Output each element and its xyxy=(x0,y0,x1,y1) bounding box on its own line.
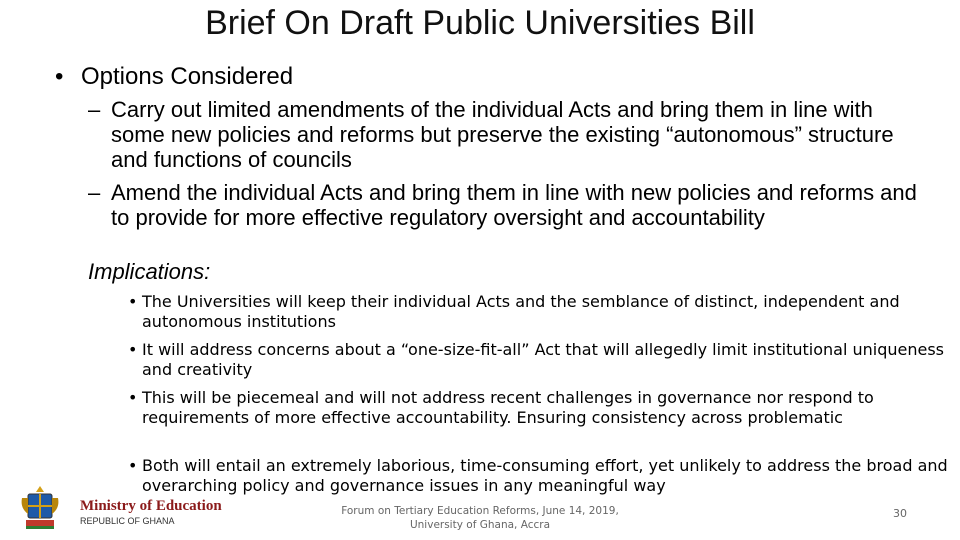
bullet-marker: • xyxy=(128,456,138,475)
implication-text: The Universities will keep their individual Acts and the semblance of distinct, independent and autonomous institutions xyxy=(142,292,900,331)
option-item xyxy=(88,180,928,230)
bullet-marker: • xyxy=(128,292,138,311)
slide-title: Brief On Draft Public Universities Bill xyxy=(205,4,755,42)
republic-name: REPUBLIC OF GHANA xyxy=(80,516,175,526)
implication-item xyxy=(128,456,948,496)
implication-item xyxy=(128,388,948,428)
implication-text: Both will entail an extremely laborious, time-consuming effort, yet unlikely to address the broad and overarching policy and governance issues in any meaningful way xyxy=(142,456,948,495)
footer-event-line: Forum on Tertiary Education Reforms, June 14, 2019, xyxy=(341,505,619,517)
implication-item xyxy=(128,340,948,380)
implication-item xyxy=(128,292,948,332)
option-text: Amend the individual Acts and bring them in line with new policies and reforms and to provide for more effective regulatory oversight and accountability xyxy=(111,180,917,230)
section-heading: Options Considered xyxy=(81,63,294,90)
option-item xyxy=(88,97,928,172)
implication-text: It will address concerns about a “one-size-fit-all” Act that will allegedly limit institutional uniqueness and creativity xyxy=(142,340,945,379)
page-number: 30 xyxy=(893,507,907,520)
coat-of-arms-icon xyxy=(20,484,60,530)
footer-event-line: University of Ghana, Accra xyxy=(409,519,551,531)
bullet-marker: • xyxy=(128,388,138,407)
bullet-marker: • xyxy=(128,340,138,359)
footer-event xyxy=(330,504,630,532)
option-text: Carry out limited amendments of the individual Acts and bring them in line with some new policies and reforms but preserve the existing “autonomous” structure and functions of councils xyxy=(111,97,894,172)
ministry-name: Ministry of Education xyxy=(80,498,222,514)
dash-marker: – xyxy=(88,97,101,122)
bullet-marker: • xyxy=(55,63,64,90)
implication-text: This will be piecemeal and will not address recent challenges in governance nor respond to requirements of more effective accountability. Ensuring consistency across problematic xyxy=(142,388,874,427)
dash-marker: – xyxy=(88,180,101,205)
implications-heading: Implications: xyxy=(88,259,211,284)
